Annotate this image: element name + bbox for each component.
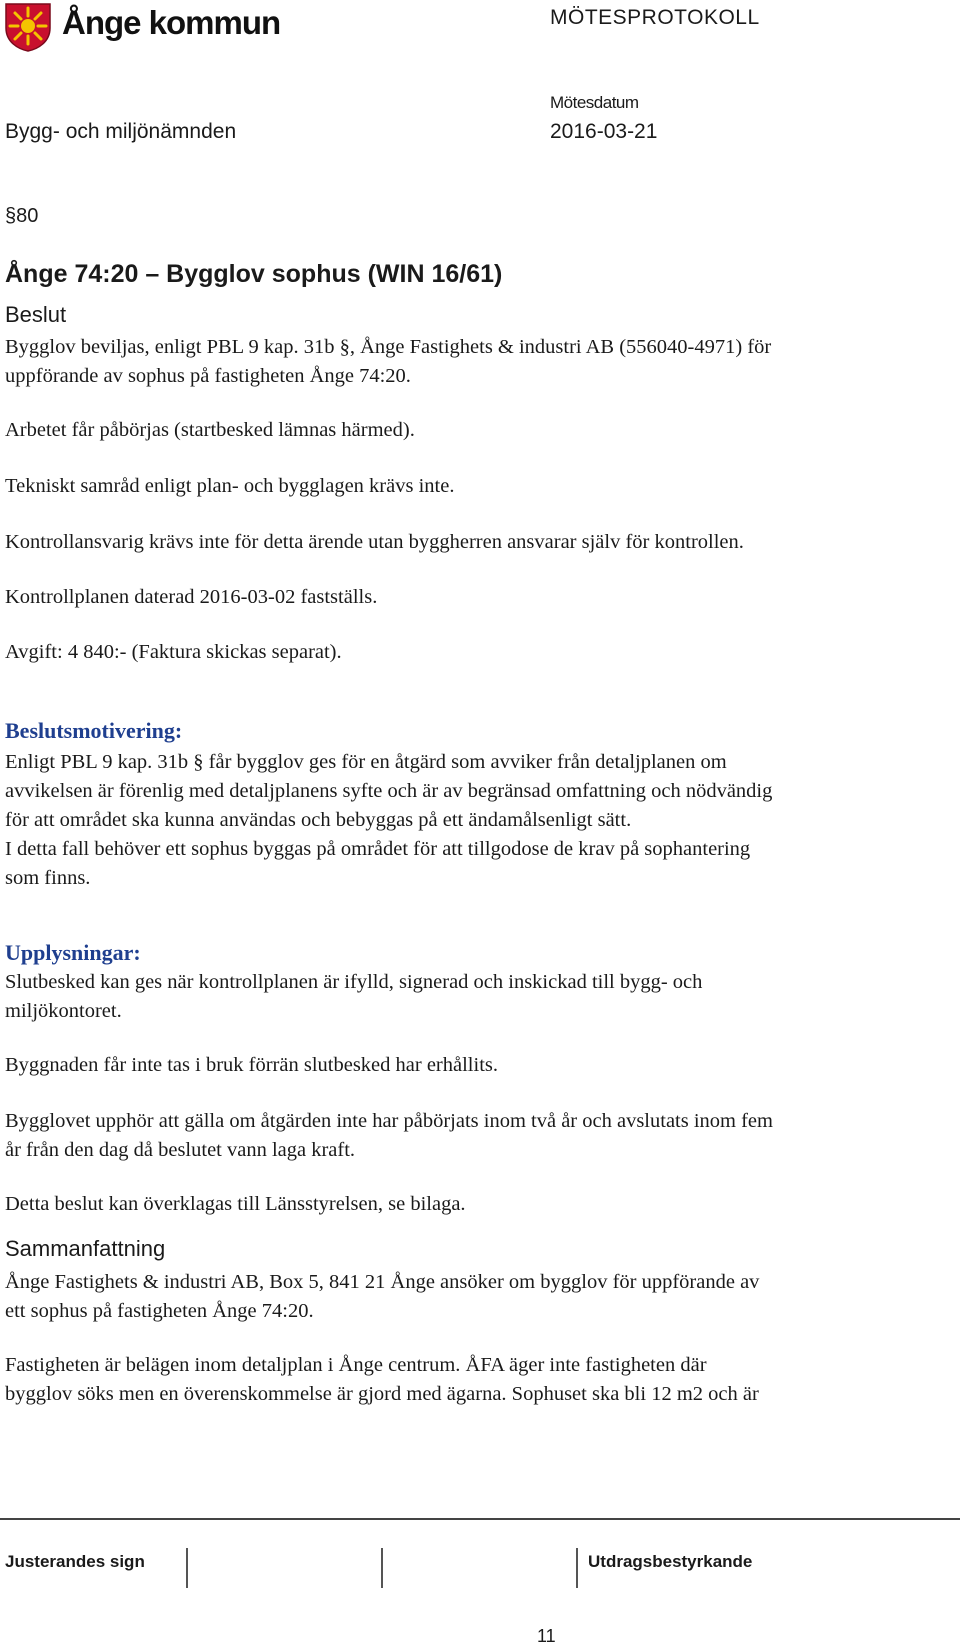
sammanfattning-paragraph — [5, 1351, 950, 1409]
motivering-line: som finns. — [5, 867, 91, 889]
upplysningar-paragraph — [5, 1190, 950, 1219]
motivering-line: I detta fall behöver ett sophus byggas på området för att tillgodose de krav på sophantering — [5, 838, 751, 860]
beslut-line: Tekniskt samråd enligt plan- och bygglagen krävs inte. — [5, 475, 455, 497]
utdragsbestyrkande-label: Utdragsbestyrkande — [588, 1552, 753, 1571]
beslut-line: uppförande av sophus på fastigheten Ånge 74:20. — [5, 365, 411, 387]
upplysningar-paragraph — [5, 968, 950, 1026]
beslut-line: Arbetet får påbörjas (startbesked lämnas härmed). — [5, 419, 415, 441]
beslut-body — [5, 333, 950, 391]
meeting-date-label: Mötesdatum — [550, 93, 639, 112]
motivering-line: för att området ska kunna användas och bebyggas på ett ändamålsenligt sätt. — [5, 809, 632, 831]
justerandes-sign-label: Justerandes sign — [5, 1552, 145, 1571]
upplysningar-heading: Upplysningar: — [5, 940, 141, 965]
upplysningar-paragraph — [5, 1051, 950, 1080]
page-number: 11 — [537, 1626, 556, 1646]
paragraph-number: §80 — [5, 205, 39, 227]
motivering-body — [5, 748, 950, 893]
organization-name: Ånge kommun — [62, 4, 281, 41]
beslut-heading: Beslut — [5, 302, 67, 327]
signature-box-divider — [381, 1548, 383, 1588]
sammanfattning-line: bygglov söks men en överenskommelse är gjord med ägarna. Sophuset ska bli 12 m2 och är — [5, 1383, 759, 1405]
upplysningar-paragraph — [5, 1107, 950, 1165]
upplysningar-line: Slutbesked kan ges när kontrollplanen är ifylld, signerad och inskickad till bygg- och — [5, 971, 703, 993]
signature-box-divider — [576, 1548, 578, 1588]
sammanfattning-line: Ånge Fastighets & industri AB, Box 5, 841 21 Ånge ansöker om bygglov för uppförande av — [5, 1271, 760, 1293]
committee-name: Bygg- och miljönämnden — [5, 120, 237, 143]
footer-divider — [0, 1518, 960, 1520]
upplysningar-line: år från den dag då beslutet vann laga kraft. — [5, 1139, 356, 1161]
motivering-line: avvikelsen är förenlig med detaljplanens syfte och är av begränsad omfattning och nödvändig — [5, 780, 773, 802]
beslut-line: Kontrollplanen daterad 2016-03-02 fastställs. — [5, 586, 378, 608]
beslut-line: Avgift: 4 840:- (Faktura skickas separat). — [5, 641, 342, 663]
sammanfattning-paragraph — [5, 1268, 950, 1326]
upplysningar-line: Detta beslut kan överklagas till Länsstyrelsen, se bilaga. — [5, 1193, 466, 1215]
signature-box-divider — [186, 1548, 188, 1588]
upplysningar-line: Byggnaden får inte tas i bruk förrän slutbesked har erhållits. — [5, 1054, 498, 1076]
sammanfattning-heading: Sammanfattning — [5, 1236, 166, 1261]
beslut-line: Kontrollansvarig krävs inte för detta ärende utan byggherren ansvarar själv för kontrollen. — [5, 531, 744, 553]
motivering-heading: Beslutsmotivering: — [5, 718, 183, 743]
document-type: MÖTESPROTOKOLL — [550, 6, 760, 29]
sammanfattning-line: Fastigheten är belägen inom detaljplan i Ånge centrum. ÅFA äger inte fastigheten där — [5, 1354, 707, 1376]
sammanfattning-line: ett sophus på fastigheten Ånge 74:20. — [5, 1300, 314, 1322]
beslut-line: Bygglov beviljas, enligt PBL 9 kap. 31b §, Ånge Fastighets & industri AB (556040-4971) för — [5, 336, 772, 358]
case-title: Ånge 74:20 – Bygglov sophus (WIN 16/61) — [5, 260, 503, 288]
motivering-line: Enligt PBL 9 kap. 31b § får bygglov ges för en åtgärd som avviker från detaljplanen om — [5, 751, 727, 773]
upplysningar-line: Bygglovet upphör att gälla om åtgärden inte har påbörjats inom två år och avslutats inom fem — [5, 1110, 773, 1132]
coat-of-arms-logo — [4, 2, 52, 52]
upplysningar-line: miljökontoret. — [5, 1000, 122, 1022]
meeting-date: 2016-03-21 — [550, 120, 658, 143]
